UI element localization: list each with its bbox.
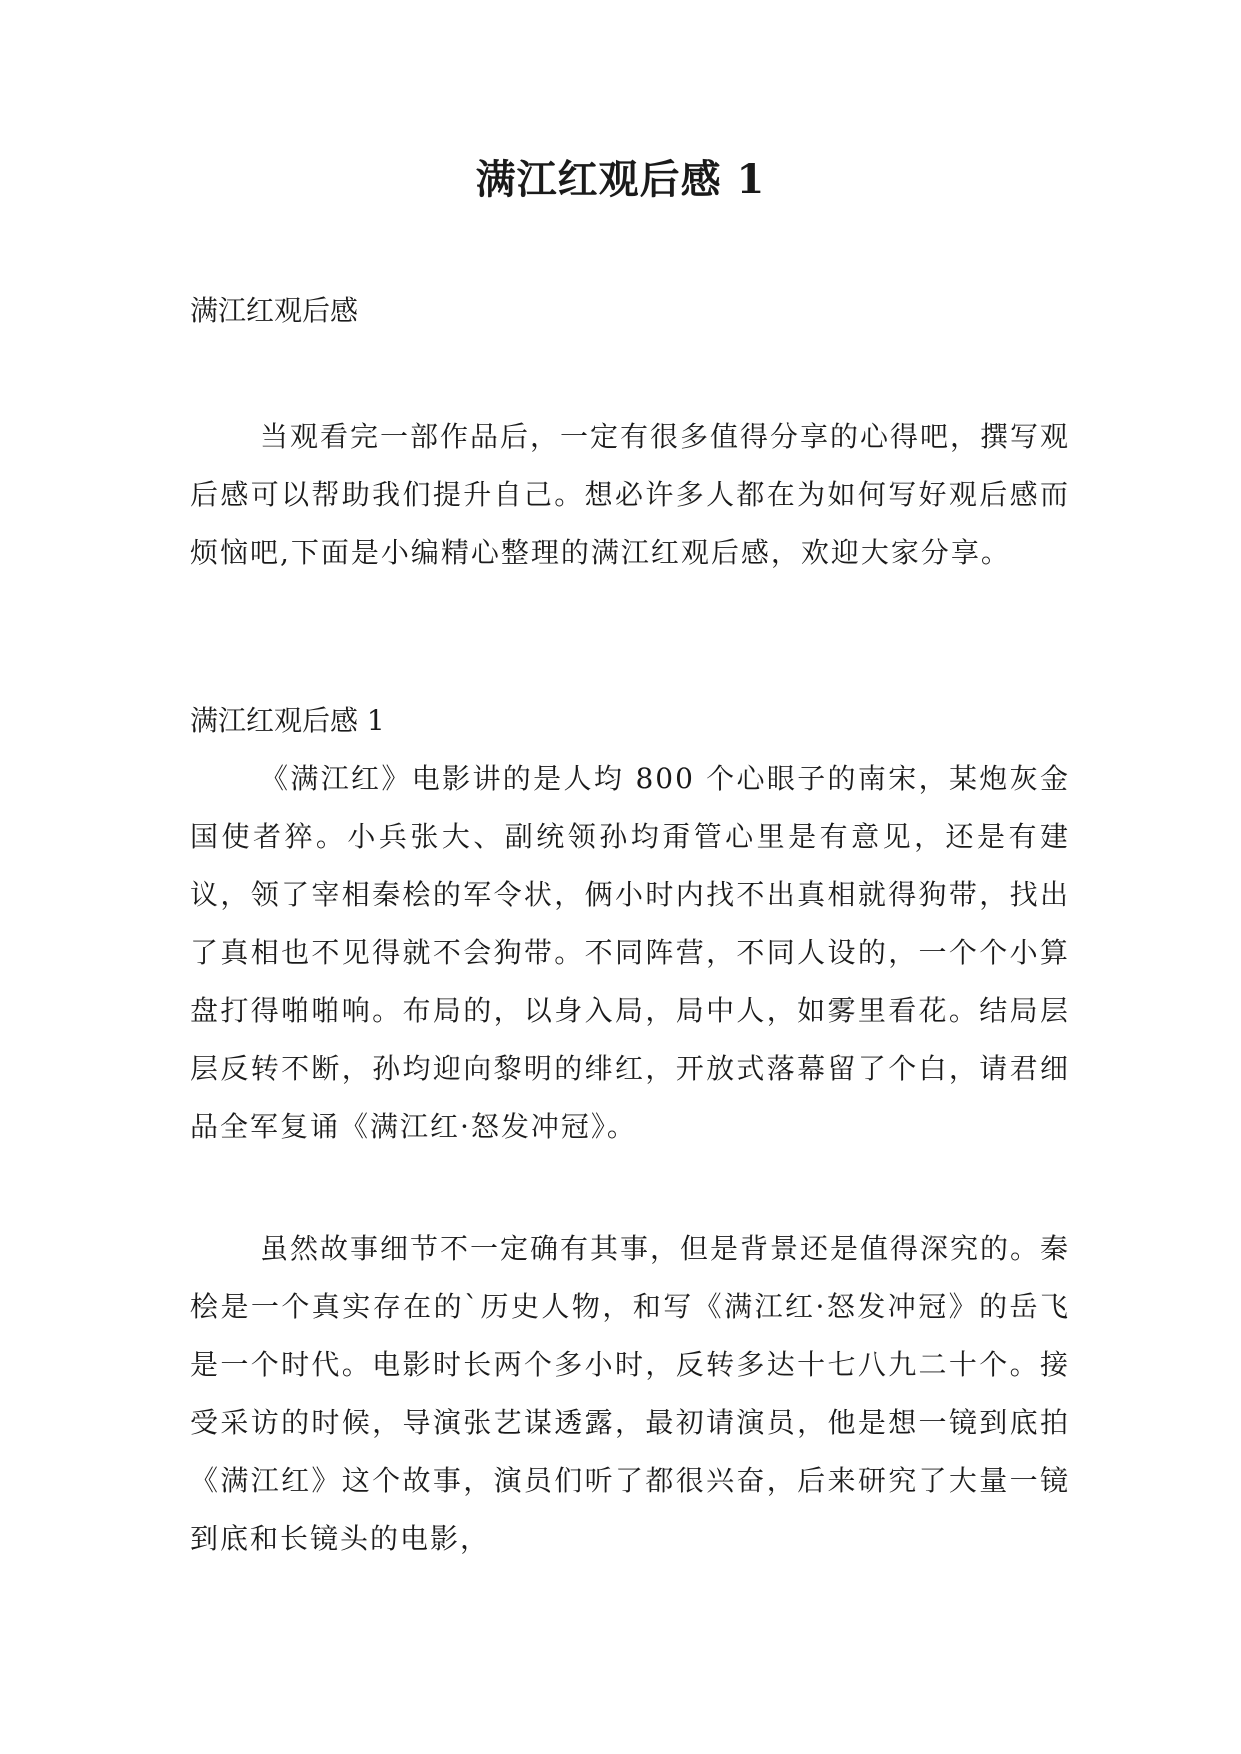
document-title: 满江红观后感 1 (475, 156, 766, 203)
intro-paragraph: 当观看完一部作品后，一定有很多值得分享的心得吧，撰写观后感可以帮助我们提升自己。想必许多人都在为如何写好观后感而烦恼吧,下面是小编精心整理的满江红观后感，欢迎大家分享。 (190, 420, 1071, 569)
document-subtitle: 满江红观后感 (190, 294, 359, 327)
body-paragraph: 虽然故事细节不一定确有其事，但是背景还是值得深究的。秦桧是一个真实存在的`历史人物，和写《满江红·怒发冲冠》的岳飞是一个时代。电影时长两个多小时，反转多达十七八九二十个。接受采访的时候，导演张艺谋透露，最初请演员，他是想一镜到底拍《满江红》这个故事，演员们听了都很兴奋，后来研究了大量一镜到底和长镜头的电影， (190, 1232, 1071, 1555)
body-paragraph: 《满江红》电影讲的是人均 800 个心眼子的南宋，某炮灰金国使者猝。小兵张大、副统领孙均甭管心里是有意见，还是有建议，领了宰相秦桧的军令状，俩小时内找不出真相就得狗带，找出了真相也不见得就不会狗带。不同阵营，不同人设的，一个个小算盘打得啪啪响。布局的，以身入局，局中人，如雾里看花。结局层层反转不断，孙均迎向黎明的绯红，开放式落幕留了个白，请君细品全军复诵《满江红·怒发冲冠》。 (190, 762, 1070, 1143)
section-heading: 满江红观后感 1 (190, 704, 385, 737)
